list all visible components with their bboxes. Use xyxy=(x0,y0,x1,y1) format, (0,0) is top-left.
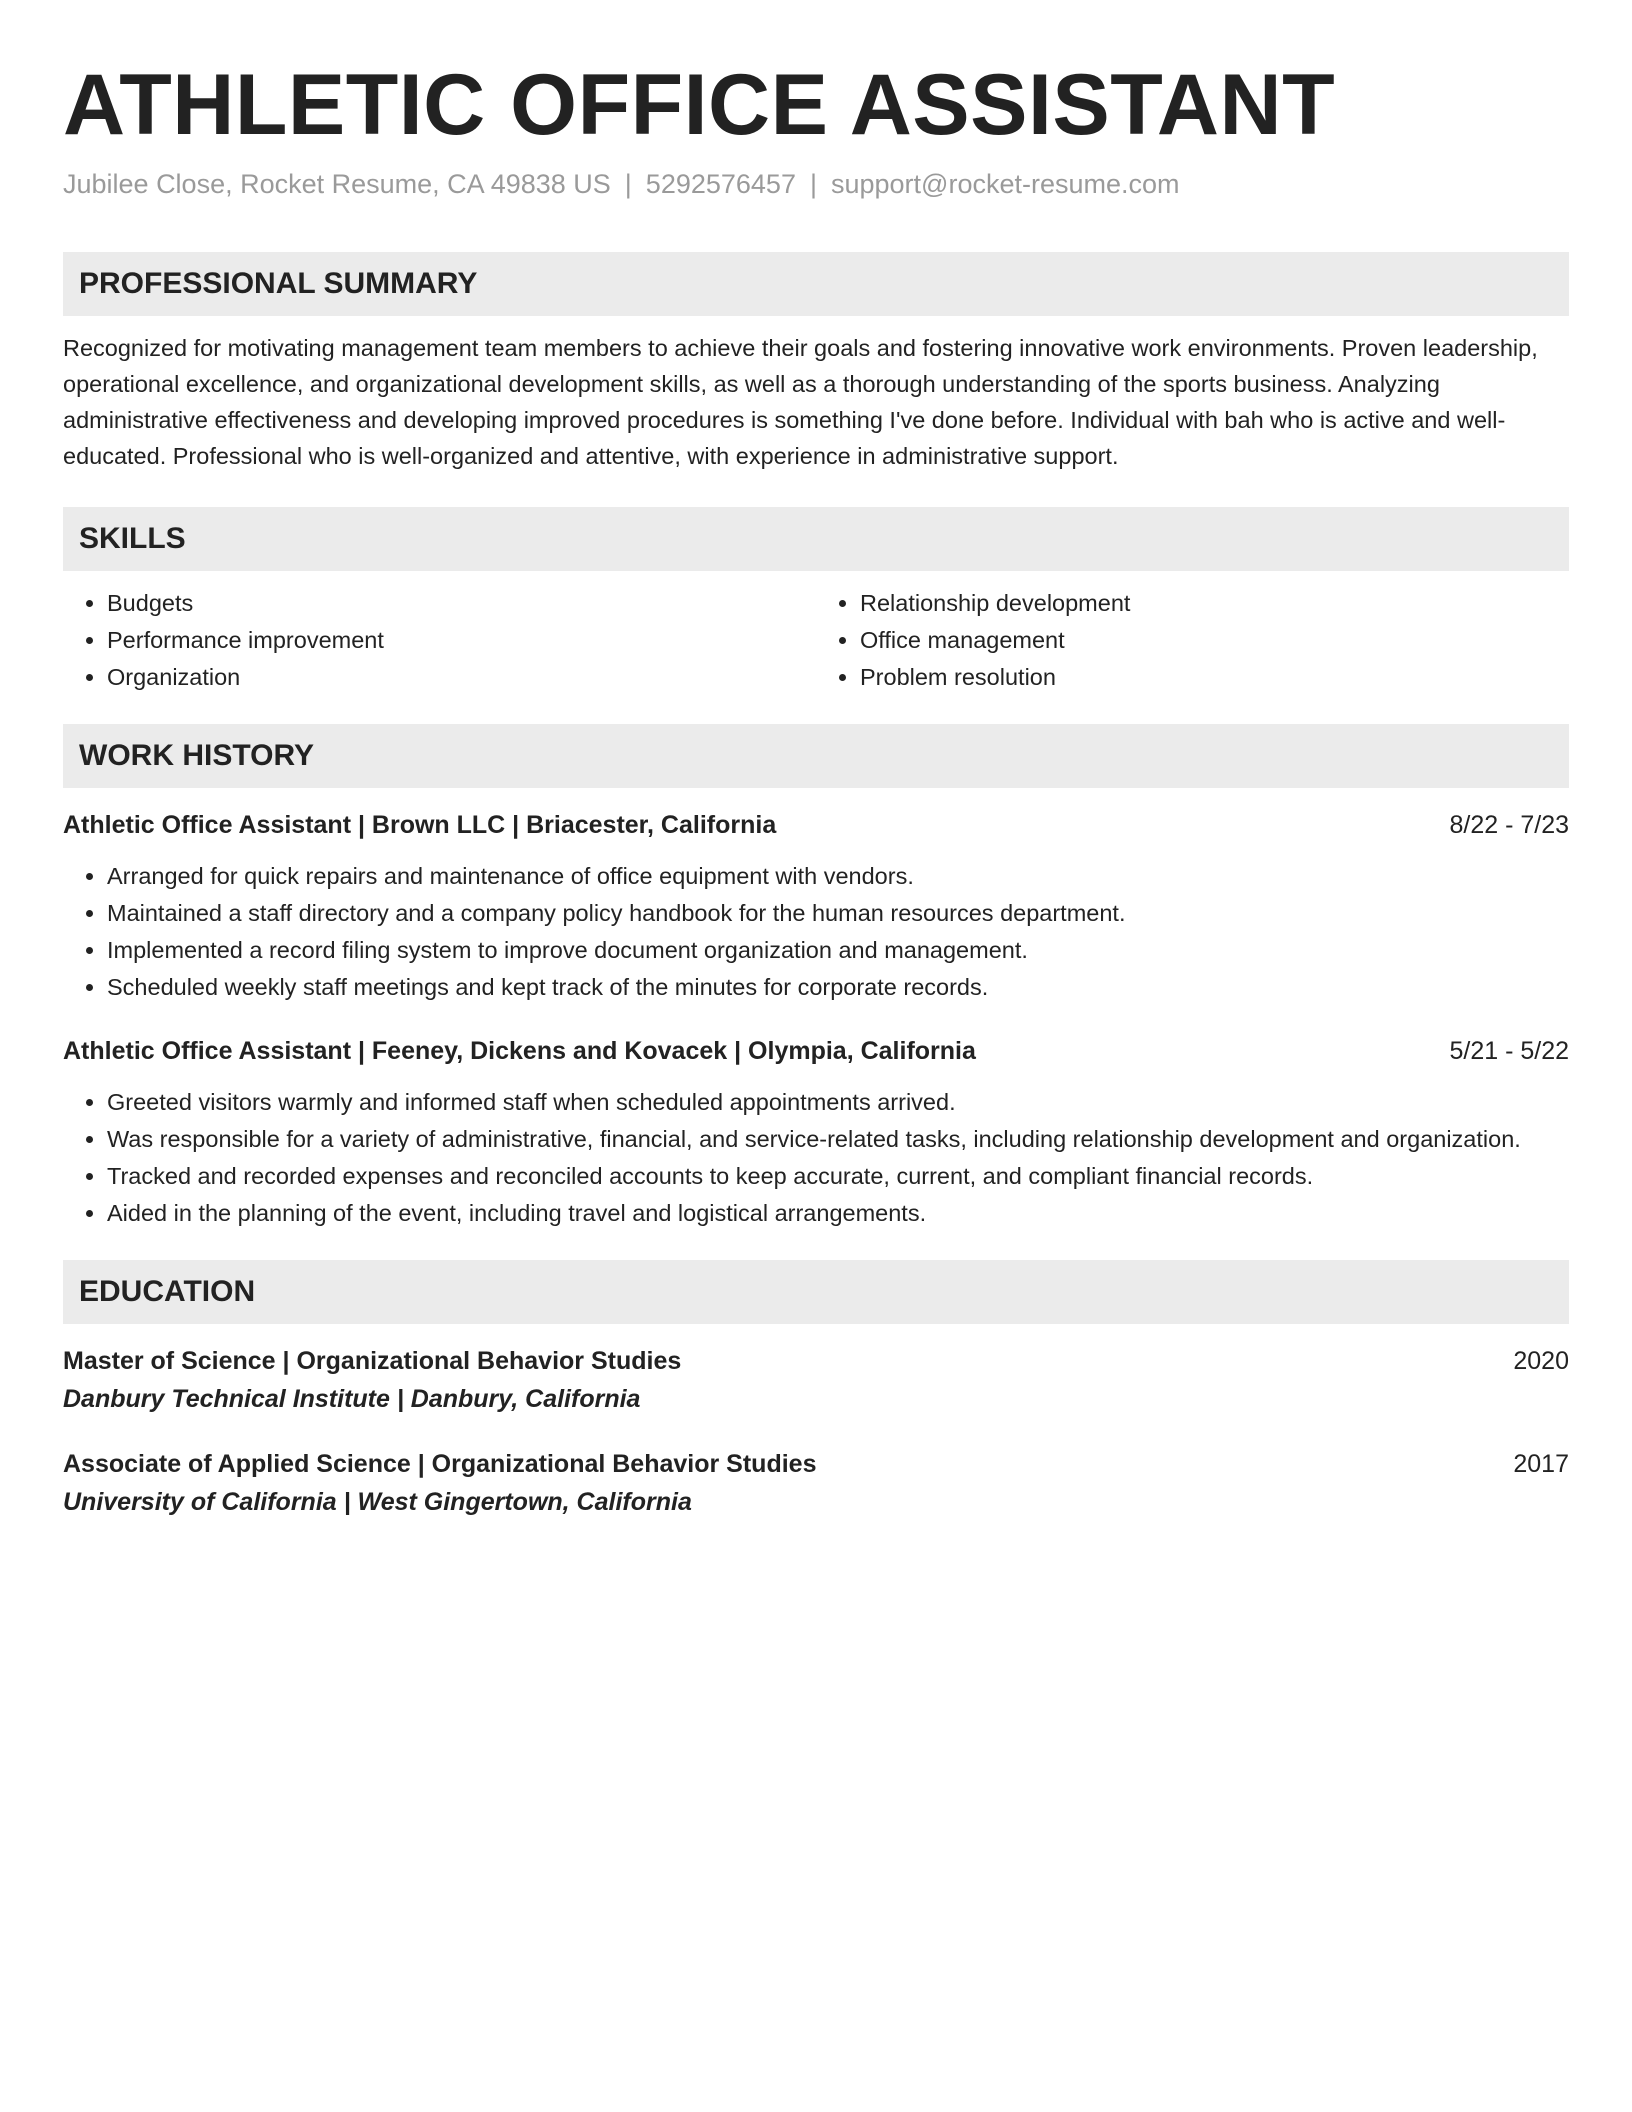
section-heading-work-history: WORK HISTORY xyxy=(63,724,1569,788)
job-bullet: • Aided in the planning of the event, including travel and logistical arrangements. xyxy=(107,1195,1569,1232)
education-school: Danbury Technical Institute | Danbury, California xyxy=(63,1384,641,1413)
education-entry xyxy=(63,1344,1569,1417)
skill-item: • Office management xyxy=(860,622,1569,659)
skill-item: • Performance improvement xyxy=(107,622,816,659)
section-heading-summary: PROFESSIONAL SUMMARY xyxy=(63,252,1569,316)
job-bullet: • Tracked and recorded expenses and reconciled accounts to keep accurate, current, and compliant financial records. xyxy=(107,1158,1569,1195)
contact-separator: | xyxy=(624,168,632,199)
contact-phone: 5292576457 xyxy=(645,168,796,199)
job-dates: 5/21 - 5/22 xyxy=(1449,1036,1569,1065)
contact-line xyxy=(63,167,1569,202)
education-school: University of California | West Gingertown, California xyxy=(63,1487,692,1516)
skills-column-left xyxy=(63,585,816,696)
education-year: 2017 xyxy=(1513,1449,1569,1478)
education-header xyxy=(63,1447,1569,1481)
contact-separator: | xyxy=(809,168,817,199)
section-heading-skills: SKILLS xyxy=(63,507,1569,571)
skill-item: • Problem resolution xyxy=(860,659,1569,696)
skills-list xyxy=(63,585,1569,696)
job-header xyxy=(63,1034,1569,1068)
job-title: Athletic Office Assistant | Feeney, Dickens and Kovacek | Olympia, California xyxy=(63,1036,976,1065)
job-bullet: • Implemented a record filing system to improve document organization and management. xyxy=(107,932,1569,969)
section-heading-education: EDUCATION xyxy=(63,1260,1569,1324)
contact-email: support@rocket-resume.com xyxy=(830,168,1180,199)
job-entry xyxy=(63,1034,1569,1232)
education-header xyxy=(63,1344,1569,1378)
education-degree: Associate of Applied Science | Organizational Behavior Studies xyxy=(63,1449,817,1478)
job-bullets xyxy=(63,858,1569,1006)
job-bullet: • Arranged for quick repairs and maintenance of office equipment with vendors. xyxy=(107,858,1569,895)
job-entry xyxy=(63,808,1569,1006)
skill-item: • Relationship development xyxy=(860,585,1569,622)
skill-item: • Organization xyxy=(107,659,816,696)
job-bullet: • Scheduled weekly staff meetings and kept track of the minutes for corporate records. xyxy=(107,969,1569,1006)
job-bullet: • Greeted visitors warmly and informed staff when scheduled appointments arrived. xyxy=(107,1084,1569,1121)
job-title: Athletic Office Assistant | Brown LLC | Briacester, California xyxy=(63,810,777,839)
education-degree: Master of Science | Organizational Behavior Studies xyxy=(63,1346,682,1375)
job-dates: 8/22 - 7/23 xyxy=(1449,810,1569,839)
resume-title: ATHLETIC OFFICE ASSISTANT xyxy=(63,57,1336,153)
job-bullet: • Maintained a staff directory and a company policy handbook for the human resources department. xyxy=(107,895,1569,932)
education-year: 2020 xyxy=(1513,1346,1569,1375)
skill-item: • Budgets xyxy=(107,585,816,622)
job-bullets xyxy=(63,1084,1569,1232)
skills-column-right xyxy=(816,585,1569,696)
contact-address: Jubilee Close, Rocket Resume, CA 49838 US xyxy=(63,168,611,199)
job-bullet: • Was responsible for a variety of administrative, financial, and service-related tasks, including relationship development and organization. xyxy=(107,1121,1569,1158)
education-entry xyxy=(63,1447,1569,1520)
job-header xyxy=(63,808,1569,842)
summary-text: Recognized for motivating management team members to achieve their goals and fostering innovative work environments. Proven leadership, operational excellence, and organizational development skills, as well as a thorough understanding of the sports business. Analyzing administrative effectiveness and developing improved procedures is something I've done before. Individual with bah who is active and well-educated. Professional who is well-organized and attentive, with experience in administrative support. xyxy=(63,334,1538,469)
